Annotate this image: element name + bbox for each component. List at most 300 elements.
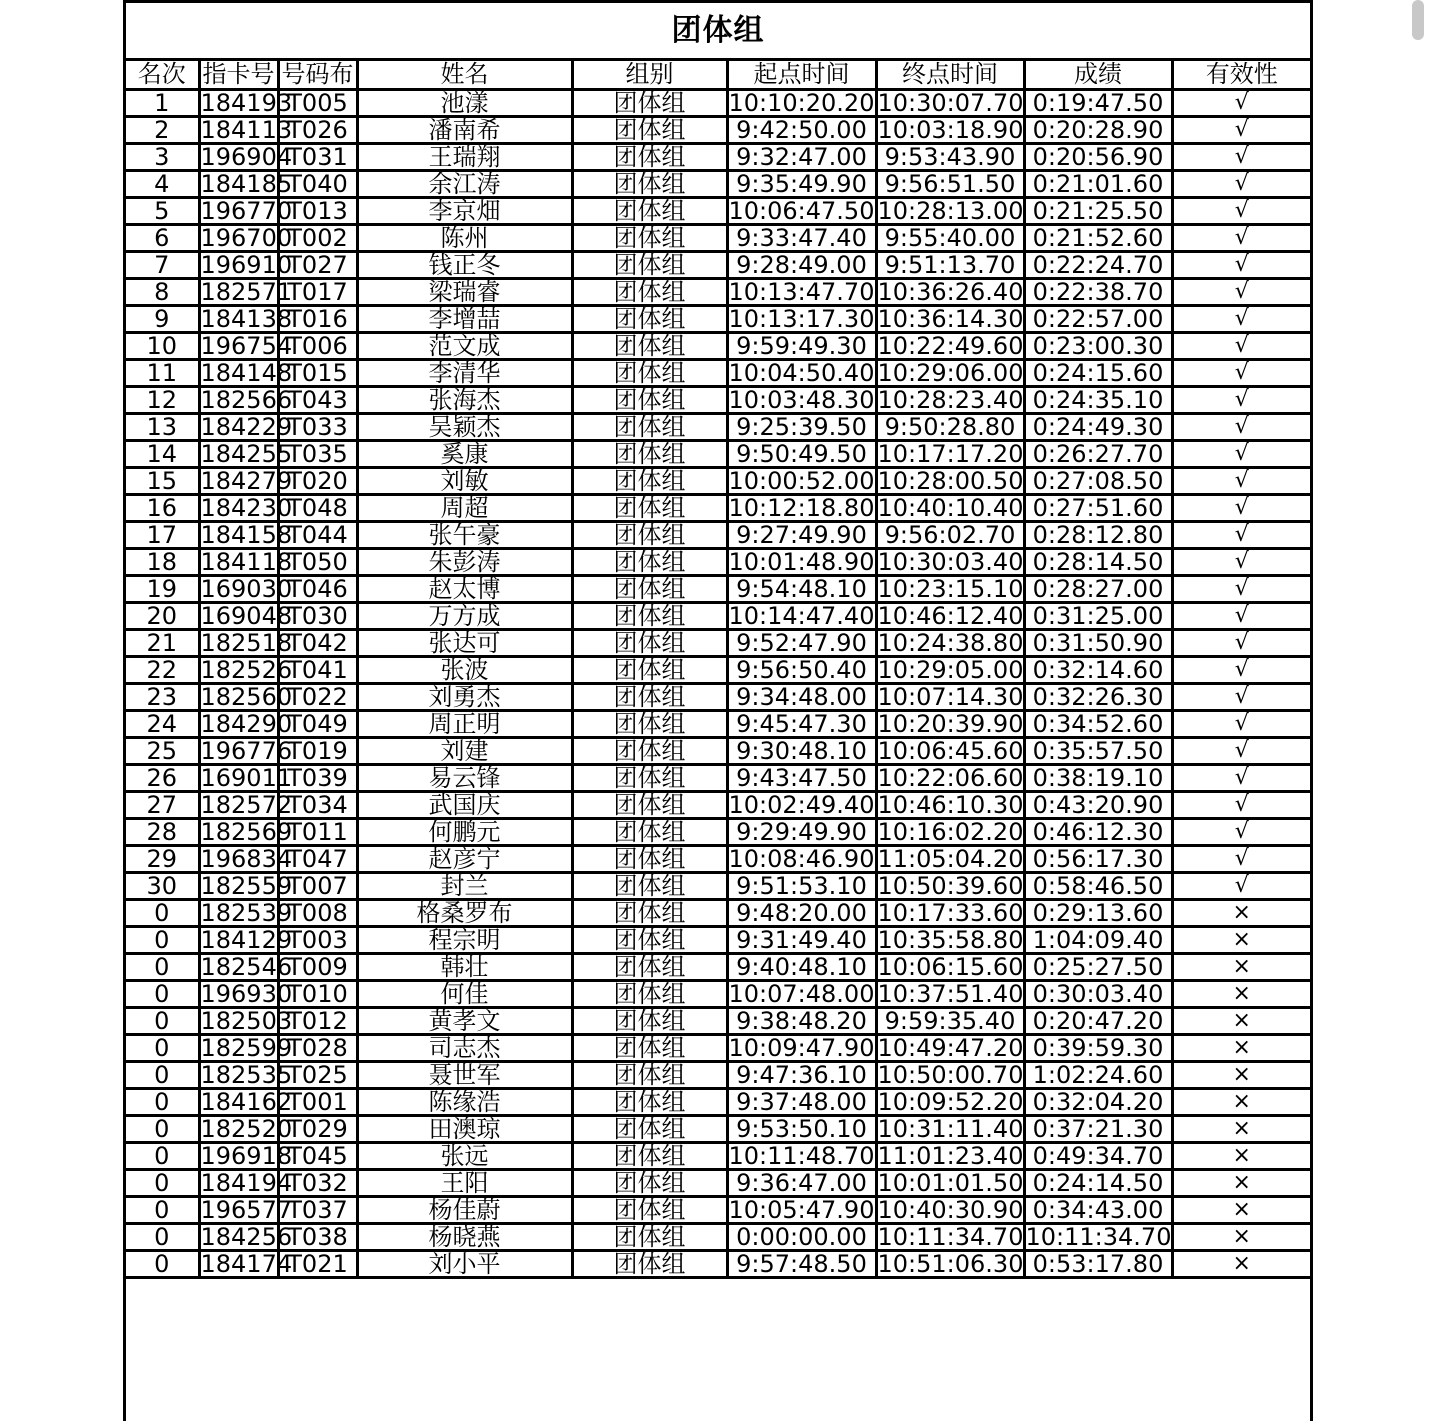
cell-end: 10:49:47.20 [877,1034,1024,1062]
cell-rank: 14 [126,441,199,468]
cell-end: 10:50:00.70 [877,1061,1024,1089]
cell-card: 169011 [200,764,293,792]
cell-end: 10:11:34.70 [877,1223,1024,1251]
table-row [126,468,1310,495]
cell-start: 10:13:47.70 [728,278,875,306]
cell-rank: 16 [126,495,199,522]
cell-valid: √ [1172,414,1310,441]
cell-result: 1:02:24.60 [1024,1062,1172,1089]
cell-start: 9:30:48.10 [727,738,876,765]
cell-result: 0:22:38.70 [1024,279,1172,306]
cell-bib: T007 [278,873,357,900]
cell-start: 9:27:49.90 [727,522,876,549]
cell-rank: 22 [126,657,199,684]
cell-end: 10:46:10.30 [877,791,1024,819]
results-sheet [123,0,1313,1421]
cell-card: 169030 [200,575,293,603]
cell-valid: √ [1172,360,1310,387]
cell-start: 9:50:49.50 [727,441,876,468]
cell-name: 封兰 [357,873,572,900]
sheet-title: 团体组 [126,3,1310,61]
header-valid: 有效性 [1172,61,1310,90]
table-row [126,522,1310,549]
cell-valid: √ [1172,711,1310,738]
cell-result: 0:21:01.60 [1024,171,1172,198]
cell-end: 10:07:14.30 [877,683,1024,711]
cell-group: 团体组 [572,414,727,441]
cell-name: 刘小平 [357,1251,572,1278]
cell-end: 10:36:26.40 [877,278,1024,306]
cell-card: 182526 [200,656,293,684]
cell-valid: √ [1172,630,1310,657]
cell-bib: T035 [278,441,357,468]
header-start: 起点时间 [727,61,876,90]
cell-group: 团体组 [572,90,727,117]
cell-card: 184229 [200,413,293,441]
table-row [126,1170,1310,1197]
table-row [126,279,1310,306]
cell-start: 9:29:49.90 [727,819,876,846]
cell-result: 0:32:14.60 [1024,657,1172,684]
cell-bib: T033 [278,414,357,441]
table-row [126,387,1310,414]
table-row [126,495,1310,522]
cell-result: 0:19:47.50 [1024,90,1172,117]
cell-bib: T009 [278,954,357,981]
cell-result: 0:46:12.30 [1024,819,1172,846]
cell-card: 184162 [200,1088,293,1116]
table-row [126,252,1310,279]
cell-group: 团体组 [572,981,727,1008]
cell-result: 0:21:52.60 [1024,225,1172,252]
cell-result: 0:27:08.50 [1024,468,1172,495]
cell-name: 陈州 [357,225,572,252]
cell-valid: √ [1172,279,1310,306]
cell-start: 10:10:20.20 [728,89,875,117]
cell-start: 10:02:49.40 [728,791,875,819]
cell-group: 团体组 [572,576,727,603]
cell-result: 0:24:14.50 [1024,1170,1172,1197]
cell-rank: 0 [126,954,199,981]
cell-card: 182599 [200,1034,293,1062]
cell-card: 182520 [200,1115,293,1143]
cell-bib: T015 [278,360,357,387]
cell-start: 9:47:36.10 [727,1062,876,1089]
cell-result: 0:20:28.90 [1024,117,1172,144]
table-row [126,738,1310,765]
table-row [126,360,1310,387]
cell-group: 团体组 [572,765,727,792]
cell-end: 10:23:15.10 [877,575,1024,603]
cell-bib: T048 [278,495,357,522]
cell-name: 黄孝文 [357,1008,572,1035]
cell-bib: T041 [278,657,357,684]
cell-card: 184290 [200,710,293,738]
cell-group: 团体组 [572,144,727,171]
cell-bib: T005 [278,90,357,117]
cell-card: 182566 [200,386,293,414]
cell-end: 9:51:13.70 [876,252,1024,279]
cell-start: 9:38:48.20 [727,1008,876,1035]
cell-start: 10:00:52.00 [728,467,875,495]
cell-card: 169048 [200,602,293,630]
cell-start: 9:35:49.90 [727,171,876,198]
cell-start: 9:33:47.40 [727,225,876,252]
cell-result: 0:34:43.00 [1024,1197,1172,1224]
cell-valid: × [1172,1143,1310,1170]
cell-valid: √ [1172,792,1310,819]
cell-card: 184185 [200,170,293,198]
table-row [126,765,1310,792]
cell-result: 0:22:57.00 [1024,306,1172,333]
cell-result: 0:26:27.70 [1024,441,1172,468]
cell-rank: 17 [126,522,199,549]
cell-group: 团体组 [572,873,727,900]
cell-name: 张达可 [357,630,572,657]
cell-valid: √ [1172,468,1310,495]
cell-card: 196904 [200,143,293,171]
cell-rank: 19 [126,576,199,603]
cell-start: 10:12:18.80 [728,494,875,522]
cell-card: 182535 [200,1061,293,1089]
cell-end: 10:51:06.30 [877,1250,1024,1278]
cell-card: 182539 [200,899,293,927]
cell-name: 钱正冬 [357,252,572,279]
cell-result: 1:04:09.40 [1024,927,1172,954]
cell-group: 团体组 [572,1116,727,1143]
cell-start: 9:56:50.40 [727,657,876,684]
cell-start: 9:45:47.30 [727,711,876,738]
cell-name: 格桑罗布 [357,900,572,927]
cell-rank: 26 [126,765,199,792]
cell-valid: √ [1172,576,1310,603]
cell-start: 10:04:50.40 [728,359,875,387]
cell-result: 0:29:13.60 [1024,900,1172,927]
cell-name: 韩壮 [357,954,572,981]
cell-end: 10:29:06.00 [877,359,1024,387]
cell-group: 团体组 [572,657,727,684]
cell-card: 184113 [200,116,293,144]
cell-valid: √ [1172,819,1310,846]
cell-bib: T030 [278,603,357,630]
cell-name: 吴颖杰 [357,414,572,441]
table-row [126,117,1310,144]
cell-bib: T040 [278,171,357,198]
cell-valid: √ [1172,198,1310,225]
cell-name: 李清华 [357,360,572,387]
cell-start: 9:37:48.00 [727,1089,876,1116]
cell-end: 9:53:43.90 [876,144,1024,171]
table-row [126,225,1310,252]
cell-bib: T031 [278,144,357,171]
cell-result: 0:53:17.80 [1024,1251,1172,1278]
cell-group: 团体组 [572,900,727,927]
cell-card: 196918 [200,1142,293,1170]
cell-rank: 0 [126,1251,199,1278]
table-row [126,441,1310,468]
cell-group: 团体组 [572,738,727,765]
cell-valid: √ [1172,225,1310,252]
cell-start: 10:06:47.50 [728,197,875,225]
cell-card: 184174 [200,1250,293,1278]
cell-group: 团体组 [572,792,727,819]
cell-bib: T042 [278,630,357,657]
cell-end: 10:17:33.60 [877,899,1024,927]
cell-result: 0:38:19.10 [1024,765,1172,792]
cell-name: 张波 [357,657,572,684]
cell-end: 10:31:11.40 [877,1115,1024,1143]
table-row [126,873,1310,900]
cell-bib: T019 [278,738,357,765]
cell-end: 10:06:15.60 [877,953,1024,981]
table-row [126,846,1310,873]
cell-valid: √ [1172,549,1310,576]
cell-result: 0:39:59.30 [1024,1035,1172,1062]
cell-end: 10:29:05.00 [877,656,1024,684]
cell-end: 10:24:38.80 [877,629,1024,657]
cell-valid: √ [1172,90,1310,117]
cell-group: 团体组 [572,684,727,711]
cell-valid: √ [1172,657,1310,684]
cell-valid: √ [1172,171,1310,198]
cell-rank: 12 [126,387,199,414]
cell-result: 0:24:35.10 [1024,387,1172,414]
cell-name: 万方成 [357,603,572,630]
cell-bib: T020 [278,468,357,495]
cell-group: 团体组 [572,171,727,198]
cell-rank: 0 [126,927,199,954]
cell-start: 9:31:49.40 [727,927,876,954]
cell-bib: T008 [278,900,357,927]
cell-name: 张午豪 [357,522,572,549]
cell-end: 10:22:06.60 [877,764,1024,792]
cell-end: 11:01:23.40 [877,1142,1024,1170]
cell-group: 团体组 [572,1035,727,1062]
cell-group: 团体组 [572,198,727,225]
table-row [126,1008,1310,1035]
cell-name: 刘敏 [357,468,572,495]
table-row [126,1062,1310,1089]
cell-bib: T038 [278,1224,357,1251]
header-result: 成绩 [1024,61,1172,90]
cell-card: 184148 [200,359,293,387]
table-row [126,711,1310,738]
cell-bib: T021 [278,1251,357,1278]
cell-card: 184118 [200,548,293,576]
cell-group: 团体组 [572,495,727,522]
cell-start: 9:52:47.90 [727,630,876,657]
cell-start: 9:32:47.00 [727,144,876,171]
cell-card: 184138 [200,305,293,333]
cell-rank: 27 [126,792,199,819]
cell-valid: × [1172,1089,1310,1116]
cell-bib: T045 [278,1143,357,1170]
cell-name: 刘勇杰 [357,684,572,711]
cell-rank: 9 [126,306,199,333]
cell-name: 杨晓燕 [357,1224,572,1251]
cell-result: 0:21:25.50 [1024,198,1172,225]
cell-name: 张海杰 [357,387,572,414]
table-row [126,981,1310,1008]
cell-name: 余江涛 [357,171,572,198]
cell-end: 10:46:12.40 [877,602,1024,630]
cell-result: 10:11:34.70 [1025,1223,1172,1251]
scrollbar-thumb[interactable] [1412,0,1424,40]
cell-rank: 8 [126,279,199,306]
cell-valid: × [1172,1251,1310,1278]
cell-bib: T044 [278,522,357,549]
cell-result: 0:30:03.40 [1024,981,1172,1008]
cell-start: 9:34:48.00 [727,684,876,711]
cell-card: 196754 [200,332,293,360]
cell-end: 11:05:04.20 [877,845,1024,873]
cell-valid: √ [1172,441,1310,468]
cell-name: 梁瑞睿 [357,279,572,306]
cell-rank: 28 [126,819,199,846]
cell-valid: × [1172,900,1310,927]
cell-valid: √ [1172,333,1310,360]
cell-end: 10:40:30.90 [877,1196,1024,1224]
cell-card: 196700 [200,224,293,252]
cell-name: 朱彭涛 [357,549,572,576]
cell-name: 李增喆 [357,306,572,333]
cell-bib: T013 [278,198,357,225]
cell-start: 9:43:47.50 [727,765,876,792]
cell-card: 182559 [200,872,293,900]
cell-card: 182571 [200,278,293,306]
cell-card: 196776 [200,737,293,765]
cell-group: 团体组 [572,1008,727,1035]
table-row [126,792,1310,819]
cell-start: 9:42:50.00 [727,117,876,144]
cell-rank: 15 [126,468,199,495]
cell-end: 10:03:18.90 [877,116,1024,144]
cell-group: 团体组 [572,1251,727,1278]
cell-card: 184194 [200,1169,293,1197]
cell-valid: √ [1172,495,1310,522]
cell-bib: T016 [278,306,357,333]
cell-end: 10:28:23.40 [877,386,1024,414]
cell-card: 182546 [200,953,293,981]
cell-group: 团体组 [572,117,727,144]
table-row [126,1143,1310,1170]
cell-end: 10:16:02.20 [877,818,1024,846]
cell-group: 团体组 [572,630,727,657]
cell-group: 团体组 [572,1143,727,1170]
cell-valid: √ [1172,306,1310,333]
cell-bib: T010 [278,981,357,1008]
header-name: 姓名 [357,61,572,90]
cell-card: 184129 [200,926,293,954]
cell-end: 10:36:14.30 [877,305,1024,333]
cell-start: 10:03:48.30 [728,386,875,414]
cell-end: 10:50:39.60 [877,872,1024,900]
cell-group: 团体组 [572,1062,727,1089]
cell-group: 团体组 [572,306,727,333]
cell-valid: √ [1172,738,1310,765]
cell-start: 10:05:47.90 [728,1196,875,1224]
cell-rank: 10 [126,333,199,360]
cell-valid: √ [1172,117,1310,144]
cell-rank: 21 [126,630,199,657]
table-row [126,819,1310,846]
cell-bib: T001 [278,1089,357,1116]
cell-valid: × [1172,1062,1310,1089]
cell-rank: 25 [126,738,199,765]
cell-card: 184255 [200,440,293,468]
cell-start: 10:07:48.00 [728,980,875,1008]
cell-card: 182560 [200,683,293,711]
cell-result: 0:32:04.20 [1024,1089,1172,1116]
cell-valid: √ [1172,522,1310,549]
cell-bib: T039 [278,765,357,792]
cell-group: 团体组 [572,441,727,468]
cell-rank: 0 [126,1224,199,1251]
cell-name: 赵太博 [357,576,572,603]
cell-result: 0:58:46.50 [1024,873,1172,900]
cell-name: 何鹏元 [357,819,572,846]
cell-bib: T026 [278,117,357,144]
cell-result: 0:28:27.00 [1024,576,1172,603]
cell-result: 0:31:50.90 [1024,630,1172,657]
cell-name: 陈缘浩 [357,1089,572,1116]
cell-card: 196834 [200,845,293,873]
header-card: 指卡号 [199,61,278,90]
cell-card: 182572 [200,791,293,819]
cell-rank: 0 [126,981,199,1008]
cell-rank: 11 [126,360,199,387]
cell-rank: 0 [126,1008,199,1035]
cell-group: 团体组 [572,819,727,846]
cell-end: 10:30:07.70 [877,89,1024,117]
cell-result: 0:28:12.80 [1024,522,1172,549]
cell-group: 团体组 [572,927,727,954]
cell-valid: × [1172,1224,1310,1251]
cell-bib: T003 [278,927,357,954]
cell-bib: T034 [278,792,357,819]
cell-name: 池漾 [357,90,572,117]
cell-result: 0:24:15.60 [1024,360,1172,387]
cell-name: 张远 [357,1143,572,1170]
table-body [126,90,1310,1278]
cell-rank: 23 [126,684,199,711]
cell-result: 0:20:47.20 [1024,1008,1172,1035]
cell-valid: × [1172,1170,1310,1197]
table-row [126,927,1310,954]
cell-name: 范文成 [357,333,572,360]
table-row [126,1224,1310,1251]
cell-result: 0:23:00.30 [1024,333,1172,360]
cell-name: 易云锋 [357,765,572,792]
cell-name: 何佳 [357,981,572,1008]
cell-bib: T047 [278,846,357,873]
cell-end: 10:30:03.40 [877,548,1024,576]
cell-end: 10:37:51.40 [877,980,1024,1008]
cell-group: 团体组 [572,468,727,495]
cell-rank: 1 [126,90,199,117]
cell-result: 0:49:34.70 [1024,1143,1172,1170]
cell-name: 田澳琼 [357,1116,572,1143]
cell-rank: 13 [126,414,199,441]
table-row [126,576,1310,603]
cell-start: 9:51:53.10 [727,873,876,900]
cell-group: 团体组 [572,1170,727,1197]
cell-group: 团体组 [572,846,727,873]
table-row [126,1197,1310,1224]
cell-end: 9:50:28.80 [876,414,1024,441]
cell-group: 团体组 [572,549,727,576]
header-end: 终点时间 [876,61,1024,90]
